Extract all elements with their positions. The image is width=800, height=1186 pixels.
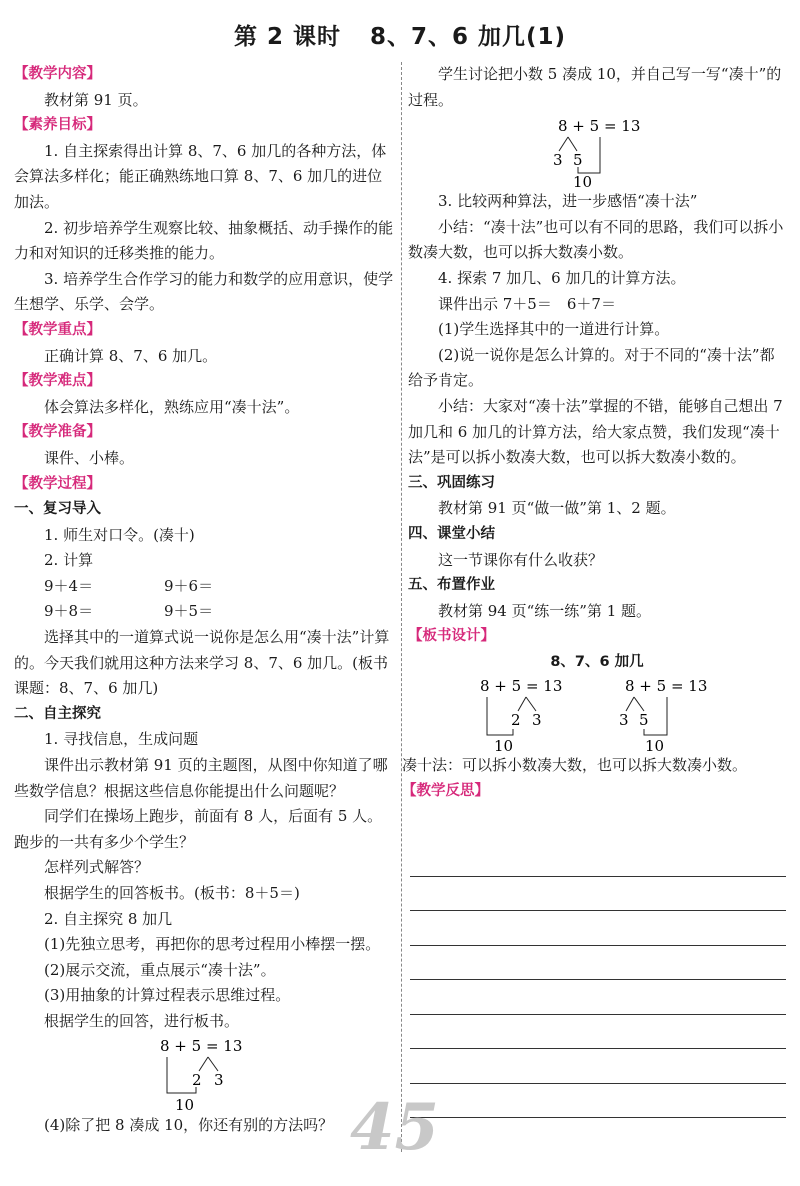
intro-text: 选择其中的一道算式说一说你是怎么用“凑十法”计算的。今天我们就用这种方法来学习 8、7、6 加几。(板书课题：8、7、6 加几)	[14, 628, 390, 698]
reflection-lines	[410, 842, 786, 1118]
section-3-heading: 三、巩固练习	[408, 474, 495, 491]
section-4-text: 这一节课你有什么收获？	[438, 550, 604, 569]
section-2-item-2: 2. 自主探究 8 加几	[44, 909, 173, 928]
split-part: 3	[553, 151, 563, 170]
step-3-note: 根据学生的回答，进行板书。	[44, 1011, 240, 1030]
section-1-item-2: 2. 计算	[44, 551, 94, 570]
calc-row-2	[14, 599, 396, 625]
calc-item: 9＋8＝	[44, 602, 94, 621]
section-2-item-1: 1. 寻找信息，生成问题	[44, 730, 199, 749]
split-part: 3	[532, 711, 542, 730]
difficulty-text: 体会算法多样化，熟练应用“凑十法”。	[44, 397, 300, 416]
section-4-heading: 四、课堂小结	[408, 525, 495, 542]
prep-heading: 【教学准备】	[14, 424, 101, 441]
calc-row-1	[14, 574, 396, 600]
process-heading: 【教学过程】	[14, 475, 101, 492]
section-1-heading: 一、复习导入	[14, 501, 101, 518]
section-2-text-d: 根据学生的回答板书。(板书：8＋5＝)	[44, 884, 300, 902]
left-column	[14, 62, 396, 1138]
writing-line	[410, 911, 786, 946]
ten-label: 10	[645, 737, 665, 754]
content-text: 教材第 91 页。	[44, 90, 148, 109]
diagram-equation: 8 + 5 = 13	[558, 117, 641, 136]
page-number: 45	[350, 1090, 440, 1165]
board-note: 凑十法：可以拆小数凑大数，也可以拆大数凑小数。	[402, 756, 748, 775]
goals-heading: 【素养目标】	[14, 117, 101, 134]
reflection-heading: 【教学反思】	[402, 783, 489, 800]
board-title: 8、7、6 加几	[550, 653, 644, 670]
writing-line	[410, 842, 786, 877]
split-part: 3	[214, 1070, 224, 1089]
page-title	[0, 18, 800, 51]
goal-1: 1. 自主探索得出计算 8、7、6 加几的各种方法，体会算法多样化；能正确熟练地口算 8、7、6 加几的进位加法。	[14, 141, 387, 211]
ten-label: 10	[573, 173, 593, 190]
writing-line	[410, 1049, 786, 1084]
step-3: (3)用抽象的计算过程表示思维过程。	[44, 986, 291, 1005]
ten-label: 10	[175, 1095, 195, 1113]
split-part: 2	[511, 711, 521, 730]
lesson-topic: 8、7、6 加几(1)	[370, 24, 567, 50]
section-3-text: 教材第 91 页“做一做”第 1、2 题。	[438, 499, 676, 518]
diagram-equation: 8 + 5 = 13	[625, 677, 708, 696]
writing-line	[410, 1084, 786, 1119]
step-2: (2)展示交流，重点展示“凑十法”。	[44, 960, 276, 979]
section-2-heading: 二、自主探究	[14, 705, 101, 722]
writing-line	[410, 980, 786, 1015]
calc-item: 9＋5＝	[164, 602, 214, 621]
writing-line	[410, 877, 786, 912]
right-text-3: 小结：“凑十法”也可以有不同的思路，我们可以拆小数凑大数，也可以拆大数凑小数。	[408, 217, 784, 262]
section-5-text: 教材第 94 页“练一练”第 1 题。	[438, 601, 652, 620]
make-ten-diagram-small	[14, 1035, 396, 1113]
section-2-text-b: 同学们在操场上跑步，前面有 8 人，后面有 5 人。跑步的一共有多少个学生？	[14, 807, 383, 851]
right-text-1: 学生讨论把小数 5 凑成 10，并自己写一写“凑十”的过程。	[408, 65, 782, 109]
step-4: (4)除了把 8 凑成 10，你还有别的方法吗？	[44, 1115, 334, 1134]
make-ten-diagram-big	[408, 113, 786, 189]
right-text-8: 小结：大家对“凑十法”掌握的不错，能够自己想出 7 加几和 6 加几的计算方法，给大家点赞，我们发现“凑十法”是可以拆小数凑大数，也可以拆大数凑小数的。	[408, 396, 783, 467]
board-diagrams	[408, 675, 786, 753]
calc-item: 9＋6＝	[164, 576, 214, 595]
column-divider	[401, 62, 402, 1152]
goal-2: 2. 初步培养学生观察比较、抽象概括、动手操作的能力和对知识的迁移类推的能力。	[14, 218, 394, 263]
split-part: 2	[192, 1070, 202, 1089]
calc-item: 9＋4＝	[44, 576, 94, 595]
difficulty-heading: 【教学难点】	[14, 373, 101, 390]
goal-3: 3. 培养学生合作学习的能力和数学的应用意识，使学生想学、乐学、会学。	[14, 269, 394, 314]
ten-label: 10	[494, 737, 514, 754]
lesson-label: 第 2 课时	[233, 24, 341, 50]
diagram-equation: 8 + 5 = 13	[480, 677, 563, 696]
section-5-heading: 五、布置作业	[408, 577, 495, 594]
prep-text: 课件、小棒。	[44, 448, 135, 467]
right-text-4: 4. 探索 7 加几、6 加几的计算方法。	[438, 268, 686, 287]
split-part: 3	[619, 711, 629, 730]
section-1-item-1: 1. 师生对口令。(凑十)	[44, 525, 195, 544]
section-2-text-c: 怎样列式解答？	[44, 858, 150, 877]
key-text: 正确计算 8、7、6 加几。	[44, 346, 218, 365]
right-text-5: 课件出示 7＋5＝ 6＋7＝	[438, 294, 616, 313]
content-heading: 【教学内容】	[14, 66, 101, 82]
diagram-equation: 8 + 5 = 13	[160, 1036, 243, 1055]
section-2-text-a: 课件出示教材第 91 页的主题图，从图中你知道了哪些数学信息？根据这些信息你能提出什么问题呢？	[14, 756, 388, 800]
right-text-7: (2)说一说你是怎么计算的。对于不同的“凑十法”都给予肯定。	[408, 345, 775, 390]
right-text-6: (1)学生选择其中的一道进行计算。	[438, 320, 670, 339]
board-heading: 【板书设计】	[408, 628, 495, 645]
writing-line	[410, 1015, 786, 1050]
writing-line	[410, 946, 786, 981]
split-part: 5	[639, 711, 649, 730]
split-part: 5	[573, 151, 583, 170]
step-1: (1)先独立思考，再把你的思考过程用小棒摆一摆。	[44, 935, 381, 954]
right-text-2: 3. 比较两种算法，进一步感悟“凑十法”	[438, 192, 698, 211]
right-column	[402, 62, 786, 805]
key-heading: 【教学重点】	[14, 321, 101, 338]
